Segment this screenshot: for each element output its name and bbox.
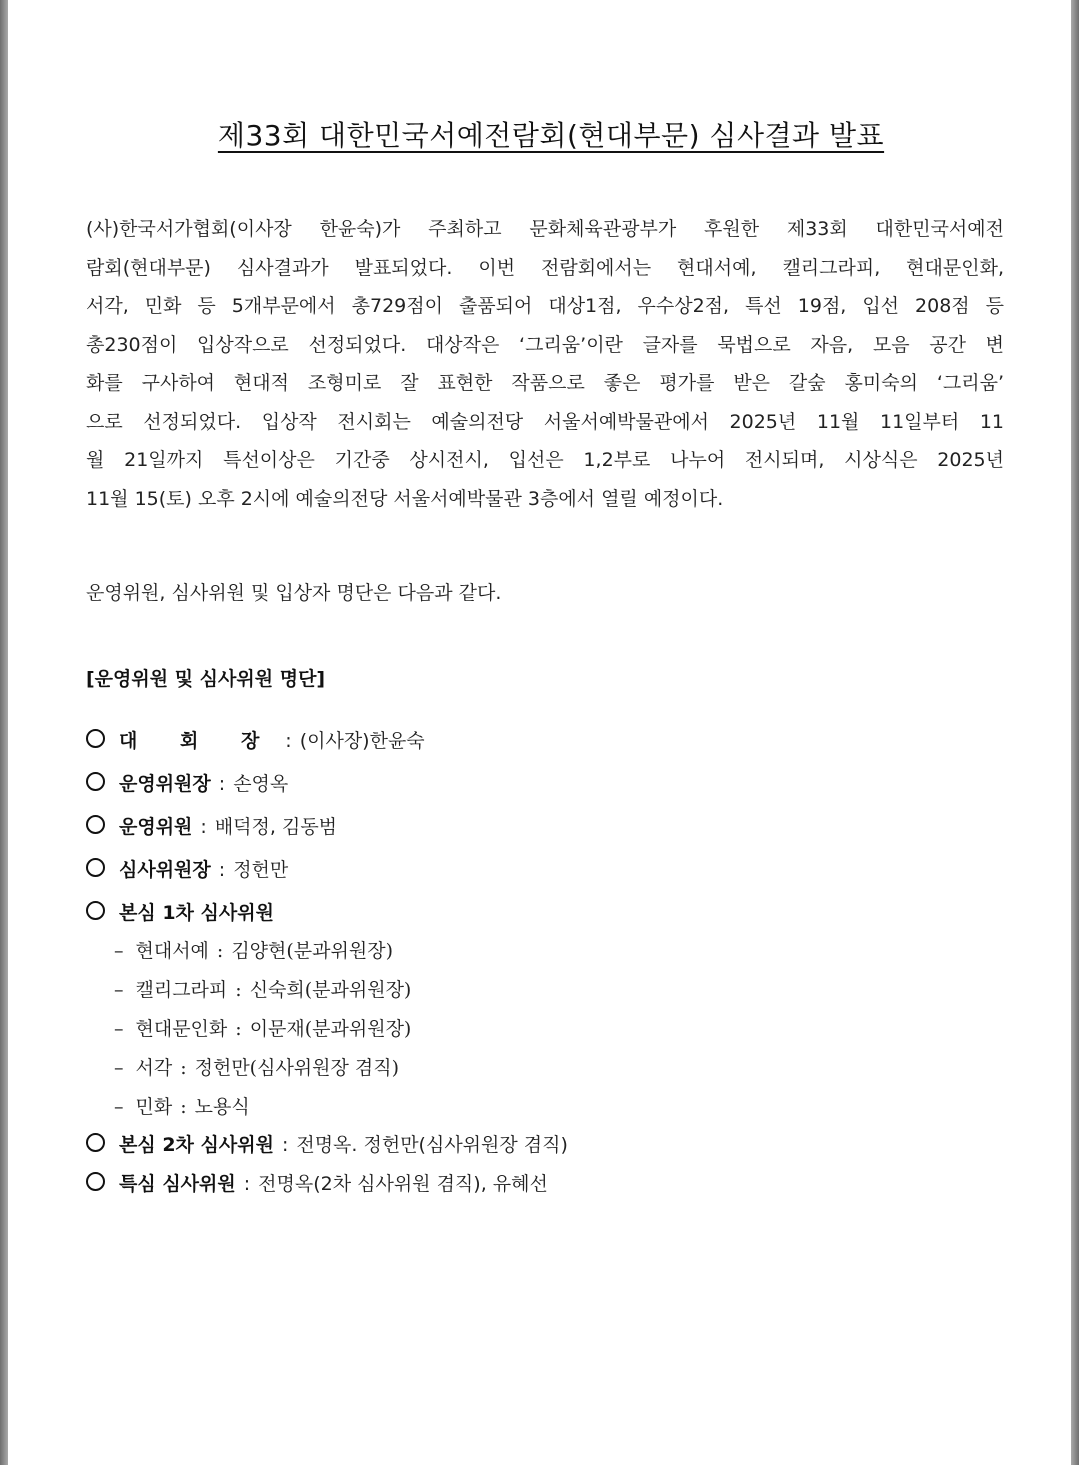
circle-bullet-icon bbox=[86, 772, 105, 791]
sub-item-value: 김양현(분과위원장) bbox=[231, 940, 393, 962]
list-item-chair bbox=[86, 724, 425, 758]
section-heading: [운영위원 및 심사위원 명단] bbox=[86, 668, 326, 690]
item-value: 정헌만 bbox=[233, 859, 289, 881]
dash: – bbox=[114, 1096, 124, 1118]
sub-item-category: 현대문인화 bbox=[135, 1018, 228, 1040]
sub-item-literati-painting bbox=[114, 1012, 411, 1046]
paragraph-line: 총230점이 입상작으로 선정되었다. 대상작은 ‘그리움’이란 글자를 묵법으로 자음, 모음 공간 변 bbox=[86, 333, 1004, 356]
sub-item-modern-calligraphy bbox=[114, 934, 393, 968]
sub-item-category: 현대서예 bbox=[135, 940, 209, 962]
colon: : bbox=[243, 1173, 251, 1195]
list-item-judge-chair bbox=[86, 853, 288, 887]
paragraph-line: 서각, 민화 등 5개부문에서 총729점이 출품되어 대상1점, 우수상2점, 특선 19점, 입선 208점 등 bbox=[86, 295, 1004, 317]
colon: : bbox=[180, 1096, 187, 1118]
page-edge-left bbox=[0, 0, 8, 1465]
list-item-second-round bbox=[86, 1128, 568, 1162]
dash: – bbox=[114, 1057, 124, 1079]
paragraph-line: (사)한국서가협회(이사장 한윤숙)가 주최하고 문화체육관광부가 후원한 제33회 대한민국서예전 bbox=[86, 218, 1004, 240]
sub-item-carving bbox=[114, 1051, 399, 1085]
sub-item-value: 신숙희(분과위원장) bbox=[249, 979, 412, 1001]
circle-bullet-icon bbox=[86, 858, 105, 877]
circle-bullet-icon bbox=[86, 815, 105, 834]
sub-item-category: 캘리그라피 bbox=[135, 979, 228, 1001]
dash: – bbox=[114, 1018, 124, 1040]
colon: : bbox=[285, 730, 292, 752]
colon: : bbox=[200, 816, 207, 838]
document-page bbox=[8, 0, 1071, 1465]
item-value: (이사장)한윤숙 bbox=[299, 730, 425, 752]
colon: : bbox=[180, 1057, 187, 1079]
sub-item-value: 정헌만(심사위원장 겸직) bbox=[194, 1057, 400, 1079]
item-value: 배덕정, 김동범 bbox=[214, 816, 338, 838]
list-item-ops-chair bbox=[86, 767, 288, 801]
colon: : bbox=[216, 940, 224, 962]
paragraph-line: 람회(현대부문) 심사결과가 발표되었다. 이번 전람회에서는 현대서예, 캘리그라피, 현대문인화, bbox=[86, 256, 1004, 279]
colon: : bbox=[235, 979, 242, 1001]
sub-item-category: 서각 bbox=[135, 1057, 173, 1079]
sub-item-value: 노용식 bbox=[194, 1096, 250, 1118]
item-value: 손영옥 bbox=[233, 773, 289, 795]
colon: : bbox=[235, 1018, 242, 1040]
list-item-ops-members bbox=[86, 810, 337, 844]
list-item-special bbox=[86, 1167, 548, 1201]
item-label: 심사위원장 bbox=[119, 859, 211, 881]
dash: – bbox=[114, 940, 124, 962]
item-label: 대 회 장 bbox=[119, 730, 278, 752]
paragraph-line: 11월 15(토) 오후 2시에 예술의전당 서울서예박물관 3층에서 열릴 예정이다. bbox=[86, 487, 724, 510]
paragraph-line: 으로 선정되었다. 입상작 전시회는 예술의전당 서울서예박물관에서 2025년 11월 11일부터 11 bbox=[86, 410, 1004, 433]
colon: : bbox=[218, 773, 226, 795]
item-label: 특심 심사위원 bbox=[119, 1173, 236, 1195]
dash: – bbox=[114, 979, 124, 1001]
page-edge-right bbox=[1071, 0, 1079, 1465]
sub-item-value: 이문재(분과위원장) bbox=[249, 1018, 412, 1040]
circle-bullet-icon bbox=[86, 729, 105, 748]
circle-bullet-icon bbox=[86, 1133, 105, 1152]
body-paragraph bbox=[86, 210, 1004, 518]
sub-item-folk-painting bbox=[114, 1090, 250, 1124]
item-label: 운영위원 bbox=[119, 816, 193, 838]
item-value: 전명옥. 정헌만(심사위원장 겸직) bbox=[296, 1134, 568, 1156]
list-item-first-round bbox=[86, 896, 274, 930]
document-title: 제33회 대한민국서예전람회(현대부문) 심사결과 발표 bbox=[217, 119, 885, 152]
item-label: 운영위원장 bbox=[119, 773, 211, 795]
intro-sentence: 운영위원, 심사위원 및 입상자 명단은 다음과 같다. bbox=[86, 582, 502, 604]
item-value: 전명옥(2차 심사위원 겸직), 유혜선 bbox=[258, 1173, 548, 1195]
circle-bullet-icon bbox=[86, 1172, 105, 1191]
paragraph-line: 월 21일까지 특선이상은 기간중 상시전시, 입선은 1,2부로 나누어 전시되며, 시상식은 2025년 bbox=[86, 449, 1004, 471]
circle-bullet-icon bbox=[86, 901, 105, 920]
item-label: 본심 1차 심사위원 bbox=[119, 902, 274, 924]
sub-item-category: 민화 bbox=[135, 1096, 173, 1118]
sub-item-calligraphy bbox=[114, 973, 411, 1007]
colon: : bbox=[218, 859, 226, 881]
colon: : bbox=[281, 1134, 289, 1156]
item-label: 본심 2차 심사위원 bbox=[119, 1134, 274, 1156]
paragraph-line: 화를 구사하여 현대적 조형미로 잘 표현한 작품으로 좋은 평가를 받은 갈숲 홍미숙의 ‘그리움’ bbox=[86, 372, 1004, 394]
